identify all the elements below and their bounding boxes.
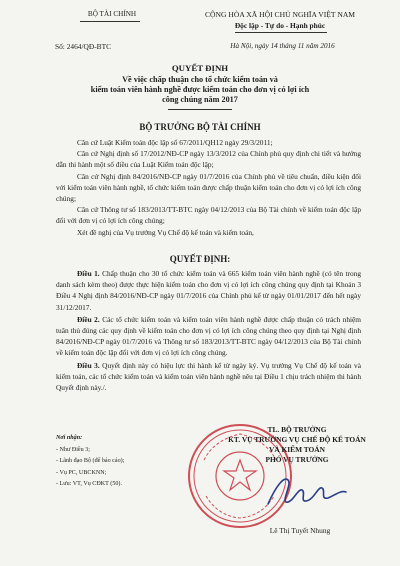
article-label: Điều 2. (77, 314, 100, 324)
basis-item: Căn cứ Nghị định số 17/2012/NĐ-CP ngày 13/3/2012 của Chính phủ quy định chi tiết và hướng dẫn thi hành một số điều của Luật Kiểm toán độc lập; (56, 149, 361, 170)
basis-item: Căn cứ Nghị định 84/2016/NĐ-CP ngày 01/7/2016 của Chính phủ về tiêu chuẩn, điều kiện đối với kiểm toán viên hành nghề, tổ chức kiểm toán được chấp thuận kiểm toán cho đơn vị có lợi ích công chúng; (56, 171, 361, 204)
articles (56, 268, 361, 394)
place-and-date: Hà Nội, ngày 14 tháng 11 năm 2016 (230, 42, 335, 50)
subject-line-2: kiểm toán viên hành nghề được kiểm toán cho đơn vị có lợi ích (90, 85, 310, 95)
subject-underline (168, 109, 232, 110)
recipient-item: - Lãnh đạo Bộ (để báo cáo); (56, 458, 125, 464)
decides-heading: QUYẾT ĐỊNH: (169, 254, 231, 264)
basis-item: Căn cứ Thông tư số 183/2013/TT-BTC ngày 04/12/2013 của Bộ Tài chính về kiểm toán độc lập đối với đơn vị có lợi ích công chúng; (56, 205, 361, 226)
article-2 (56, 314, 361, 359)
recipients-list (56, 433, 196, 491)
article-text: Chấp thuận cho 30 tổ chức kiểm toán và 665 kiểm toán viên hành nghề (có tên trong danh sách kèm theo) được thực hiện kiểm toán cho đơn vị có lợi ích công chúng quy định tại Khoản 3 Điều 4 Nghị định 84/2016/NĐ-CP ngày 01/7/2016 của Chính phủ kể từ ngày 01/01/2017 đến hết ngày 31/12/2017. (56, 269, 362, 312)
subject-line-3: công chúng năm 2017 (162, 95, 238, 105)
nation-name: CỘNG HÒA XÃ HỘI CHỦ NGHĨA VIỆT NAM (204, 10, 356, 19)
subject-line-1: Về việc chấp thuận cho tổ chức kiểm toán và (122, 75, 278, 84)
article-label: Điều 1. (77, 269, 100, 278)
sign-authority-line: TL. BỘ TRƯỞNG (267, 425, 327, 434)
sign-authority-line: KT. VỤ TRƯỞNG VỤ CHẾ ĐỘ KẾ TOÁN (228, 435, 366, 444)
document-type: QUYẾT ĐỊNH (171, 63, 229, 73)
national-motto: Độc lập - Tự do - Hạnh phúc (234, 21, 326, 30)
article-1 (56, 268, 361, 313)
handwritten-signature (262, 466, 352, 516)
recipient-item: - Vụ PC, UBCKNN; (56, 469, 107, 476)
signer-name: Lê Thị Tuyết Nhung (269, 526, 331, 535)
basis-item: Căn cứ Luật Kiểm toán độc lập số 67/2011/QH12 ngày 29/3/2011; (77, 138, 273, 147)
document-number: Số: 2464/QĐ-BTC (55, 42, 112, 51)
issuing-authority: BỘ TRƯỞNG BỘ TÀI CHÍNH (139, 122, 261, 132)
signature-block (212, 425, 382, 465)
recipient-item: - Như Điều 3; (56, 446, 90, 453)
document-subject (40, 75, 360, 106)
recipient-item: - Lưu: VT, Vụ CĐKT (50). (56, 481, 122, 487)
recipients-heading: Nơi nhận: (56, 435, 83, 441)
basis-item: Xét đề nghị của Vụ trưởng Vụ Chế độ kế toán và kiểm toán, (77, 227, 254, 237)
legal-basis (56, 137, 361, 238)
ministry-name: BỘ TÀI CHÍNH (87, 10, 137, 18)
article-3 (56, 360, 361, 394)
motto-underline (235, 32, 327, 33)
sign-authority-line: VÀ KIỂM TOÁN (269, 445, 325, 454)
article-text: Các tổ chức kiểm toán và kiểm toán viên hành nghề được chấp thuận có trách nhiệm tuân thủ đúng các quy định về kiểm toán cho đơn vị có lợi ích công chúng theo quy định tại Nghị định 84/2016/NĐ-CP ngày 01/7/2016 và Thông tư số 183/2013/TT-BTC ngày 04/12/2013 của Bộ Tài chính về kiểm toán độc lập đối với đơn vị có lợi ích công chúng. (56, 314, 361, 358)
article-label: Điều 3. (77, 360, 100, 370)
ministry-underline (80, 21, 140, 22)
article-text: Quyết định này có hiệu lực thi hành kể từ ngày ký. Vụ trưởng Vụ Chế độ kế toán và kiểm toán, các tổ chức kiểm toán và kiểm toán viên hành nghề nêu tại Điều 1 chịu trách nhiệm thi hành Quyết định này./. (56, 360, 361, 393)
sign-title: PHÓ VỤ TRƯỞNG (265, 455, 329, 464)
